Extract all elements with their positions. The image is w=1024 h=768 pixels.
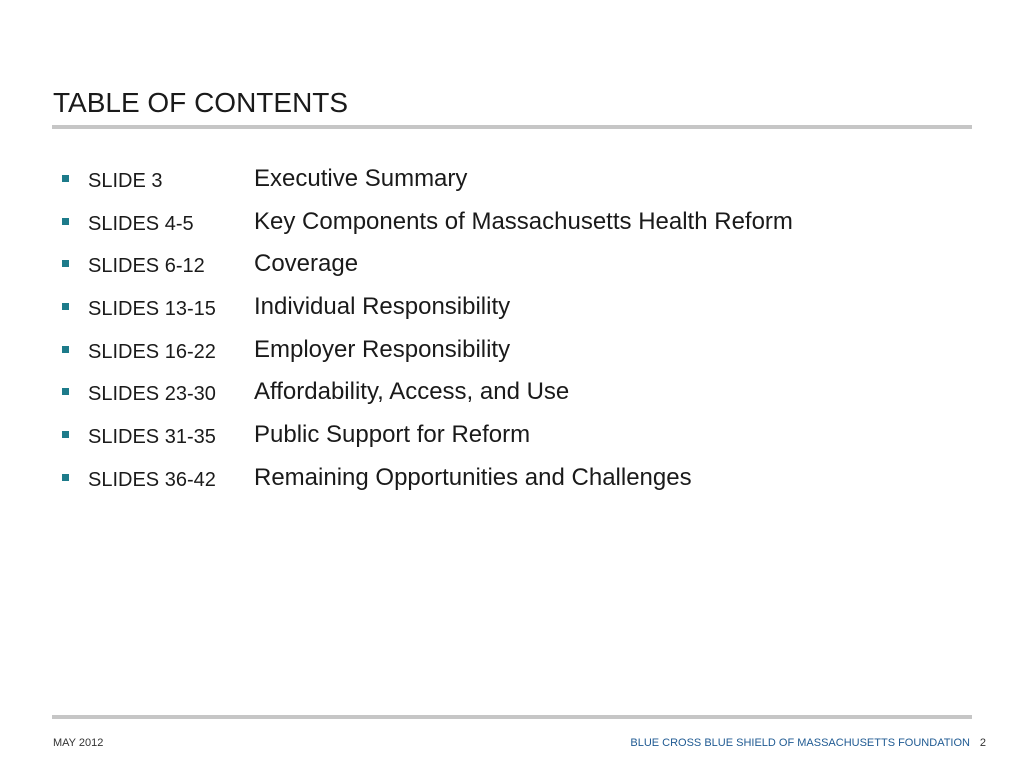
toc-topic: Affordability, Access, and Use <box>254 378 570 406</box>
square-bullet-icon <box>62 175 69 182</box>
toc-topic: Employer Responsibility <box>254 335 511 363</box>
toc-topic: Executive Summary <box>254 165 468 192</box>
toc-topic: Coverage <box>254 250 359 278</box>
toc-slide-ref: SLIDES 23-30 <box>88 383 216 406</box>
square-bullet-icon <box>62 431 69 438</box>
toc-slide-ref: SLIDES 16-22 <box>88 340 216 363</box>
square-bullet-icon <box>62 260 69 267</box>
square-bullet-icon <box>62 388 69 395</box>
toc-slide-ref: SLIDE 3 <box>88 170 163 192</box>
square-bullet-icon <box>62 474 69 481</box>
square-bullet-icon <box>62 218 69 225</box>
footer-divider <box>52 715 972 719</box>
toc-slide-ref: SLIDES 6-12 <box>88 255 205 278</box>
title-divider <box>52 125 972 129</box>
toc-slide-ref: SLIDES 31-35 <box>88 426 216 449</box>
square-bullet-icon <box>62 303 69 310</box>
toc-topic: Individual Responsibility <box>254 293 511 321</box>
toc-slide-ref: SLIDES 36-42 <box>88 468 216 491</box>
toc-topic: Key Components of Massachusetts Health Reform <box>254 207 793 235</box>
footer-organization: BLUE CROSS BLUE SHIELD OF MASSACHUSETTS FOUNDATION <box>630 737 970 749</box>
footer-date: MAY 2012 <box>53 737 104 749</box>
page-number: 2 <box>979 737 986 749</box>
toc-topic: Public Support for Reform <box>254 421 531 449</box>
toc-topic: Remaining Opportunities and Challenges <box>254 463 692 491</box>
square-bullet-icon <box>62 346 69 353</box>
toc-slide-ref: SLIDES 13-15 <box>88 298 216 321</box>
page-title: TABLE OF CONTENTS <box>53 87 349 118</box>
toc-slide-ref: SLIDES 4-5 <box>88 212 194 235</box>
